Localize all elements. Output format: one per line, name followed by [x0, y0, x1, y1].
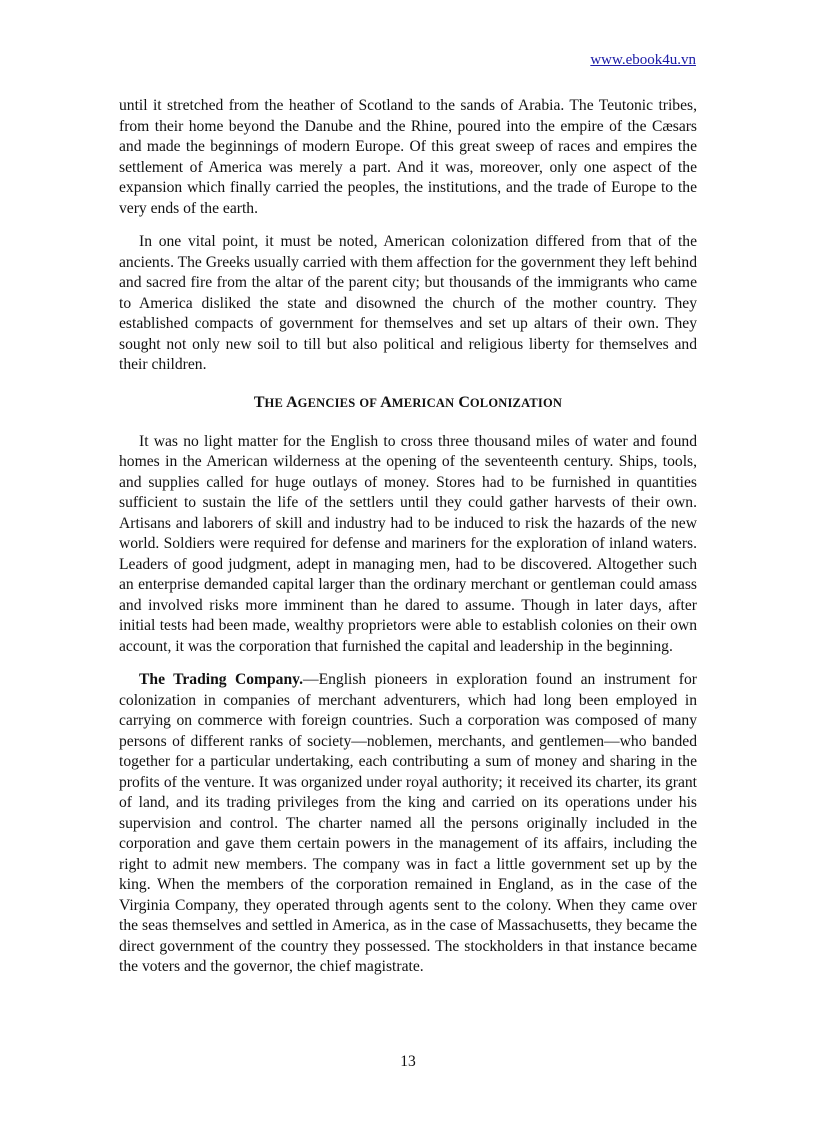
run-in-heading: The Trading Company.	[139, 671, 303, 688]
heading-word: OLONIZATION	[469, 395, 563, 410]
paragraph-text: —English pioneers in exploration found an instrument for colonization in companies of merchant adventurers, which had long been employed in carrying on commerce with foreign countries. Such a corporation was composed of many persons of different ranks of society—noblemen, merchants, and gentlemen—who banded together for a particular undertaking, each contributing a sum of money and sharing in the profits of the venture. It was organized under royal authority; it received its charter, its grant of land, and its trading privileges from the king and carried on its operations under his supervision and control. The charter named all the persons originally included in the corporation and gave them certain powers in the management of its affairs, including the right to admit new members. The company was in fact a little government set up by the king. When the members of the corporation remained in England, as in the case of the Virginia Company, they operated through agents sent to the colony. When they came over the seas themselves and settled in America, as in the case of Massachusetts, they became the direct government of the country they possessed. The stockholders in that instance became the voters and the governor, the chief magistrate.	[119, 671, 697, 975]
section-heading	[119, 393, 697, 413]
paragraph-trading-company	[119, 670, 697, 978]
paragraph-agencies: It was no light matter for the English to cross three thousand miles of water and found homes in the American wilderness at the opening of the seventeenth century. Ships, tools, and supplies called for huge outlays of money. Stores had to be furnished in quantities sufficient to sustain the life of the settlers until they could gather harvests of their own. Artisans and laborers of skill and industry had to be induced to risk the hazards of the new world. Soldiers were required for defense and mariners for the exploration of inland waters. Leaders of good judgment, adept in managing men, had to be discovered. Altogether such an enterprise demanded capital larger than the ordinary merchant or gentleman could amass and involved risks more imminent than he dared to assume. Though in later days, after initial tests had been made, wealthy proprietors were able to establish colonies on their own account, it was the corporation that furnished the capital and leadership in the beginning.	[119, 432, 697, 655]
heading-word: C	[458, 393, 470, 411]
heading-word: GENCIES	[297, 395, 356, 410]
body-text	[119, 96, 697, 991]
paragraph-continuation: until it stretched from the heather of Scotland to the sands of Arabia. The Teutonic tribes, from their home beyond the Danube and the Rhine, poured into the empire of the Cæsars and made the beginnings of modern Europe. Of this great sweep of races and empires the settlement of America was merely a part. And it was, moreover, only one aspect of the expansion which finally carried the peoples, the institutions, and the trade of Europe to the very ends of the earth.	[119, 97, 697, 217]
paragraph-colonization-difference: In one vital point, it must be noted, American colonization differed from that of the ancients. The Greeks usually carried with them affection for the government they left behind and sacred fire from the altar of the parent city; but thousands of the immigrants who came to America disliked the state and disowned the church of the mother country. They established compacts of government for themselves and set up altars of their own. They sought not only new soil to till but also political and religious liberty for themselves and their children.	[119, 233, 697, 373]
site-link[interactable]: www.ebook4u.vn	[590, 52, 696, 68]
heading-word: OF	[359, 395, 378, 410]
heading-word: A	[380, 393, 392, 411]
heading-word: A	[286, 393, 298, 411]
heading-word: HE	[264, 395, 283, 410]
heading-word: T	[253, 393, 265, 411]
page-number: 13	[400, 1053, 416, 1070]
heading-word: MERICAN	[391, 395, 455, 410]
